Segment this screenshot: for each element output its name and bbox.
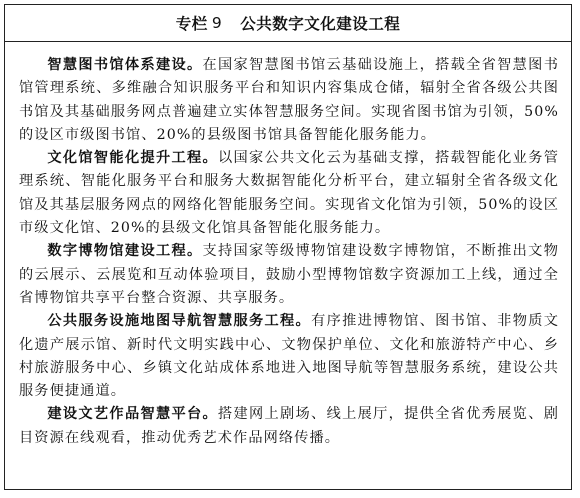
section-heading: 数字博物馆建设工程。 [47,243,203,260]
section-heading: 建设文艺作品智慧平台。 [47,406,218,423]
box-content [5,42,571,450]
section-cultural-center [19,147,559,240]
section-body: 搭建网上剧场、线上展厅，提供全省优秀展览、剧目资源在线观看，推动优秀艺术作品网络传播。 [19,406,559,446]
section-body: 有序推进博物馆、图书馆、非物质文化遗产展示馆、新时代文明实践中心、文物保护单位、文化和旅游特产中心、乡村旅游服务中心、乡镇文化站成体系地进入地图导航等智慧服务系统，建设公共服务便捷通道。 [19,313,559,400]
section-body: 在国家智慧图书馆云基础设施上，搭载全省智慧图书馆管理系统、多维融合知识服务平台和知识内容集成仓储，辐射全省各级公共图书馆及其基础服务网点普遍建立实体智慧服务空间。实现省图书馆为引领，50%的设区市级图书馆、20%的县级图书馆具备智能化服务能力。 [19,57,559,143]
feature-box [4,4,572,490]
section-art-platform [19,403,559,450]
box-header [5,5,571,42]
box-number: 9 [211,14,223,32]
section-heading: 公共服务设施地图导航智慧服务工程。 [47,313,312,330]
section-body: 以国家公共文化云为基础支撑，搭载智能化业务管理系统、智能化服务平台和服务大数据智能化分析平台，建立辐射全省各级文化馆及其基层服务网点的网络化智能服务空间。实现省文化馆为引领，50%的设区市级文化馆、20%的县级文化馆具备智能化服务能力。 [19,150,559,237]
box-label: 专栏 [175,15,208,33]
section-body: 支持国家等级博物馆建设数字博物馆，不断推出文物的云展示、云展览和互动体验项目，鼓励小型博物馆数字资源加工上线，通过全省博物馆共享平台整合资源、共享服务。 [19,243,559,306]
section-heading: 文化馆智能化提升工程。 [47,150,218,167]
section-smart-library [19,54,559,147]
section-digital-museum [19,240,559,310]
box-title: 公共数字文化建设工程 [240,15,401,33]
section-map-navigation [19,310,559,403]
section-heading: 智慧图书馆体系建设。 [47,57,203,73]
